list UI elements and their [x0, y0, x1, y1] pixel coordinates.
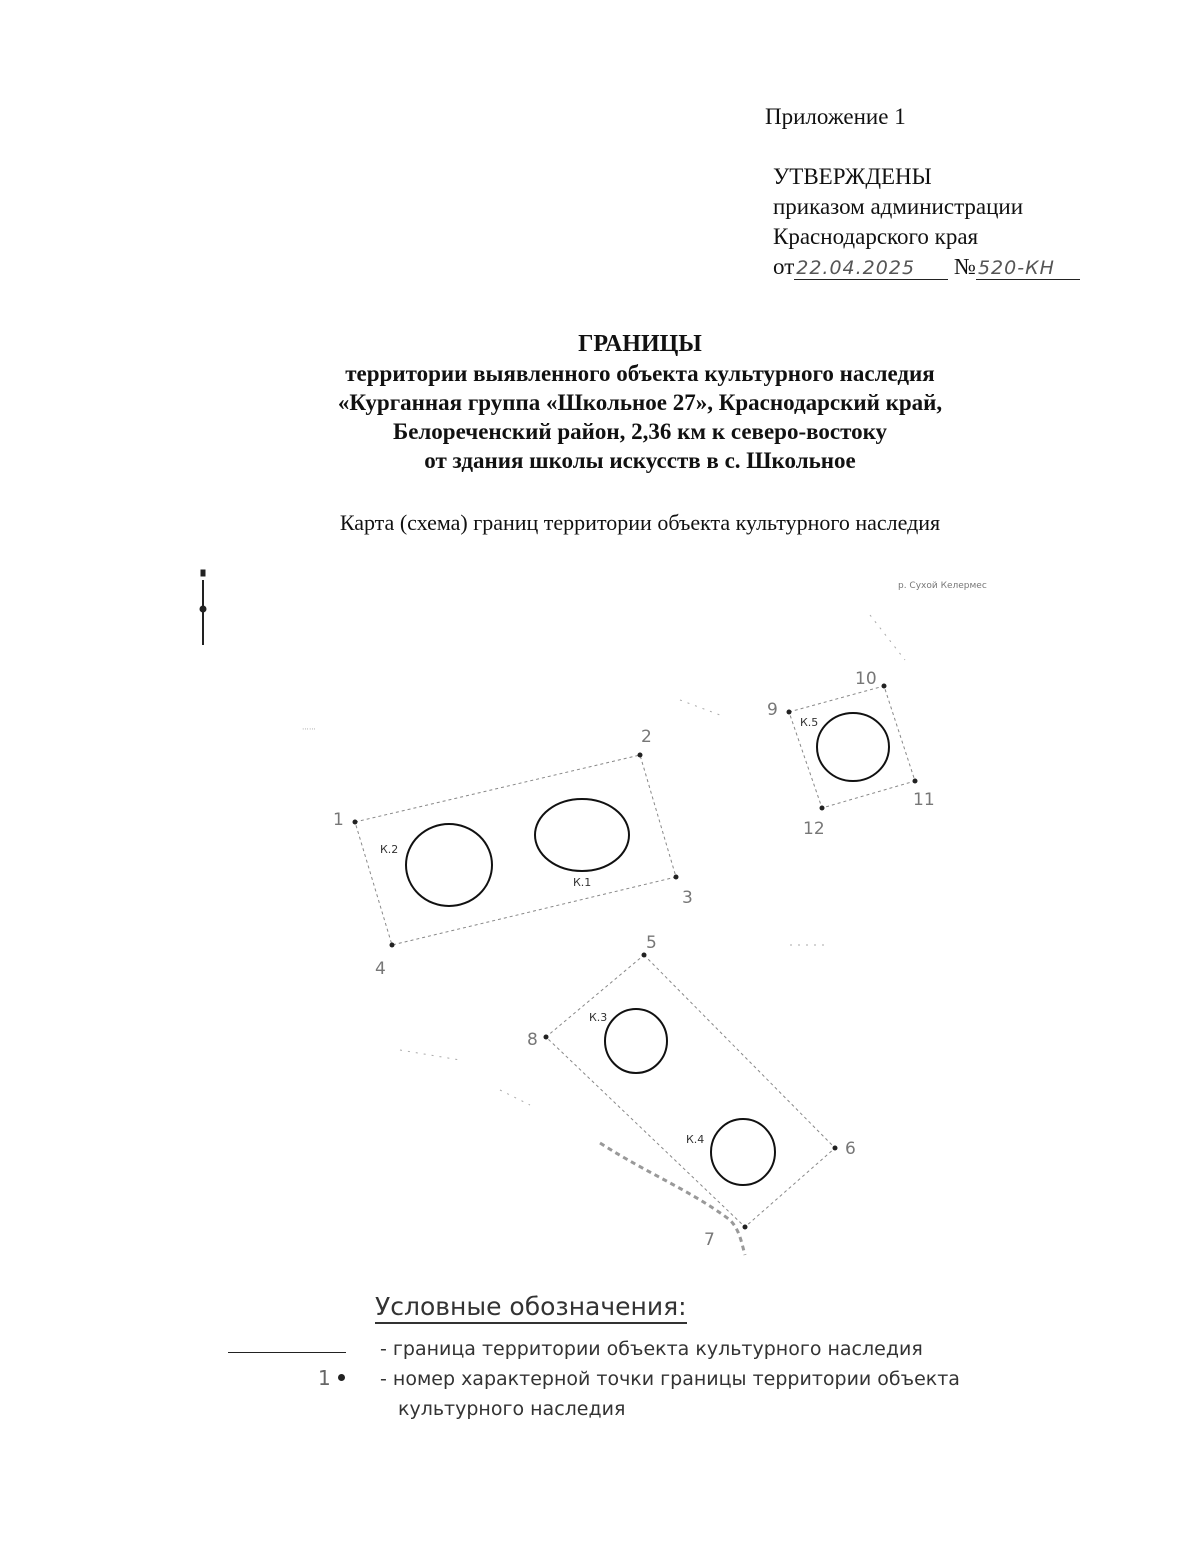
mound-label-k2: К.2: [380, 843, 399, 856]
legend-point-text-2: культурного наследия: [398, 1398, 626, 1420]
mound-label-k1: К.1: [573, 876, 592, 889]
point-label-12: 12: [803, 819, 825, 839]
number-handwritten: 520-КН: [976, 257, 1080, 280]
mound-label-k5: К.5: [800, 716, 819, 729]
legend-boundary-line: [228, 1352, 346, 1353]
title-line-3: «Курганная группа «Школьное 27», Краснодарский край,: [337, 390, 943, 415]
point-label-2: 2: [641, 727, 652, 747]
north-arrow-icon: [200, 570, 206, 645]
legend-boundary-text: - граница территории объекта культурного наследия: [380, 1338, 923, 1360]
map-label-fields: ⋯⋯: [302, 725, 316, 733]
point-marker-10: [882, 684, 887, 689]
point-label-8: 8: [527, 1030, 538, 1050]
map-caption: Карта (схема) границ территории объекта культурного наследия: [339, 510, 941, 535]
mound-k5: [817, 713, 889, 781]
approved-line-3: Краснодарского края: [773, 224, 979, 249]
point-marker-9: [787, 710, 792, 715]
mound-k2: [406, 824, 492, 906]
title-line-4: Белореченский район, 2,36 км к северо-востоку: [392, 419, 888, 444]
point-marker-1: [353, 820, 358, 825]
road-line: [600, 1143, 745, 1255]
date-prefix: от: [773, 254, 795, 279]
appendix-label: Приложение 1: [765, 104, 906, 129]
title-line-1: ГРАНИЦЫ: [578, 331, 702, 357]
legend-point-dot-icon: [338, 1374, 345, 1381]
boundary-1: [355, 755, 676, 945]
boundary-3: [789, 686, 915, 808]
river-label: р. Сухой Келермес: [898, 581, 987, 591]
legend-title: Условные обозначения:: [375, 1292, 687, 1324]
mound-label-k3: К.3: [589, 1011, 608, 1024]
boundary-2: [546, 955, 835, 1227]
point-label-1: 1: [333, 810, 344, 830]
point-marker-11: [913, 779, 918, 784]
point-marker-6: [833, 1146, 838, 1151]
mound-label-k4: К.4: [686, 1133, 705, 1146]
point-label-11: 11: [913, 790, 935, 810]
background-marks: [400, 615, 905, 1105]
point-label-9: 9: [767, 700, 778, 720]
mound-k3: [605, 1009, 667, 1073]
title-line-2: территории выявленного объекта культурного наследия: [345, 361, 935, 386]
mound-k1: [535, 799, 629, 871]
point-marker-12: [820, 806, 825, 811]
point-marker-5: [642, 953, 647, 958]
point-marker-3: [674, 875, 679, 880]
date-handwritten: 22.04.2025: [794, 257, 948, 280]
mound-k4: [711, 1119, 775, 1185]
point-label-5: 5: [646, 933, 657, 953]
point-label-3: 3: [682, 888, 693, 908]
point-marker-7: [743, 1225, 748, 1230]
title-line-5: от здания школы искусств в с. Школьное: [424, 448, 856, 473]
point-marker-8: [544, 1035, 549, 1040]
legend-point-text-1: - номер характерной точки границы территории объекта: [380, 1368, 960, 1390]
point-marker-4: [390, 943, 395, 948]
legend-point-number: 1: [318, 1366, 331, 1390]
point-marker-2: [638, 753, 643, 758]
approved-line-2: приказом администрации: [773, 194, 1024, 219]
point-label-4: 4: [375, 959, 386, 979]
point-label-10: 10: [855, 669, 877, 689]
point-label-7: 7: [704, 1230, 715, 1250]
number-prefix: №: [954, 254, 976, 279]
approved-line-1: УТВЕРЖДЕНЫ: [773, 164, 932, 189]
point-label-6: 6: [845, 1139, 856, 1159]
